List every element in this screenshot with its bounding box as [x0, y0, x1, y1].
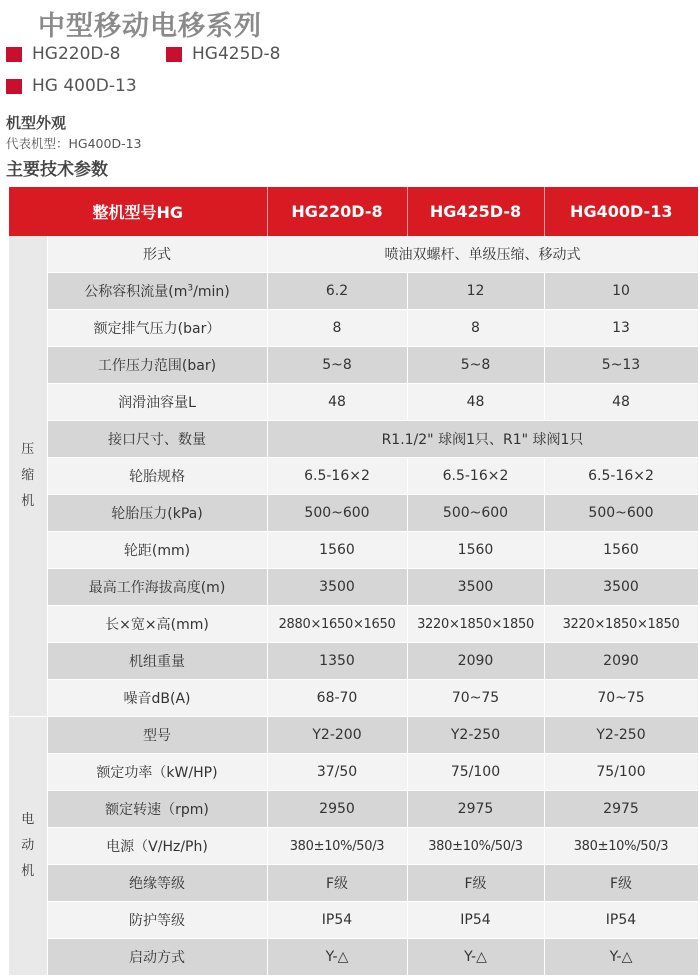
- cell: F级: [267, 865, 407, 902]
- cell: 2950: [267, 791, 407, 828]
- red-square-icon: [6, 47, 22, 62]
- row-label: 噪音dB(A): [47, 680, 267, 717]
- cell: 70~75: [407, 680, 544, 717]
- cell: 48: [407, 384, 544, 421]
- cell: Y2-250: [407, 717, 544, 754]
- cell: Y-△: [544, 939, 698, 976]
- table-row: [9, 569, 698, 606]
- cell: 2975: [407, 791, 544, 828]
- cell: 5~13: [544, 347, 698, 384]
- row-label: 启动方式: [47, 939, 267, 976]
- cell: 380±10%/50/3: [407, 828, 544, 865]
- table-row: [9, 902, 698, 939]
- cell: 1560: [544, 532, 698, 569]
- header-model: 整机型号HG: [9, 187, 267, 236]
- row-label: 形式: [47, 236, 267, 273]
- cell: 68-70: [267, 680, 407, 717]
- table-row: [9, 310, 698, 347]
- cell: 70~75: [544, 680, 698, 717]
- cell: 500~600: [544, 495, 698, 532]
- table-row: [9, 939, 698, 976]
- cell: 6.2: [267, 273, 407, 310]
- cell: 1560: [407, 532, 544, 569]
- row-label: 防护等级: [47, 902, 267, 939]
- row-label: 长×宽×高(mm): [47, 606, 267, 643]
- appearance-heading: 机型外观: [6, 114, 67, 132]
- red-square-icon: [166, 47, 182, 62]
- row-label: 额定功率（kW/HP): [47, 754, 267, 791]
- row-label: 最高工作海拔高度(m): [47, 569, 267, 606]
- cell: 37/50: [267, 754, 407, 791]
- cell: 48: [544, 384, 698, 421]
- cell: 48: [267, 384, 407, 421]
- table-row: [9, 717, 698, 754]
- row-label: 公称容积流量$(m^3/\min)$: [47, 273, 267, 310]
- table-row: [9, 643, 698, 680]
- page-title: 中型移动电移系列: [38, 11, 262, 42]
- cell: 500~600: [267, 495, 407, 532]
- cell: Y-△: [407, 939, 544, 976]
- cell: 3500: [267, 569, 407, 606]
- table-row: [9, 273, 698, 310]
- cell: 75/100: [407, 754, 544, 791]
- row-label: 接口尺寸、数量: [47, 421, 267, 458]
- cell: 13: [544, 310, 698, 347]
- model-item: [6, 76, 137, 96]
- table-row: [9, 606, 698, 643]
- table-row: [9, 458, 698, 495]
- table-header-row: [9, 187, 698, 236]
- row-label: 轮距(mm): [47, 532, 267, 569]
- cell: 380±10%/50/3: [544, 828, 698, 865]
- table-row: [9, 532, 698, 569]
- table-row: [9, 421, 698, 458]
- table-row: [9, 791, 698, 828]
- representative-model: 代表机型：HG400D-13: [6, 136, 142, 151]
- cell: 8: [267, 310, 407, 347]
- header-hg220: HG220D-8: [267, 187, 407, 236]
- cell: 5~8: [267, 347, 407, 384]
- cell: 3500: [407, 569, 544, 606]
- cell: 10: [544, 273, 698, 310]
- row-label: 工作压力范围(bar): [47, 347, 267, 384]
- cell: Y2-200: [267, 717, 407, 754]
- cell: 1560: [267, 532, 407, 569]
- row-label: 额定转速（rpm): [47, 791, 267, 828]
- cell: 500~600: [407, 495, 544, 532]
- model-label: HG425D-8: [192, 44, 281, 64]
- row-label: 机组重量: [47, 643, 267, 680]
- cell: F级: [407, 865, 544, 902]
- cell: 6.5-16×2: [544, 458, 698, 495]
- row-label: 绝缘等级: [47, 865, 267, 902]
- cell: F级: [544, 865, 698, 902]
- model-item: [166, 44, 280, 64]
- row-label: 额定排气压力(bar）: [47, 310, 267, 347]
- cell: 2090: [407, 643, 544, 680]
- cell: 2975: [544, 791, 698, 828]
- specs-heading: 主要技术参数: [6, 160, 108, 180]
- group-motor: 电 动 机: [9, 717, 47, 976]
- model-item: [6, 44, 120, 64]
- row-label: 润滑油容量L: [47, 384, 267, 421]
- row-label: 轮胎压力(kPa): [47, 495, 267, 532]
- row-value-span: R1.1/2" 球阀1只、R1" 球阀1只: [267, 421, 698, 458]
- row-label: 轮胎规格: [47, 458, 267, 495]
- cell: 380±10%/50/3: [267, 828, 407, 865]
- group-compressor: 压 缩 机: [9, 236, 47, 717]
- model-label: HG220D-8: [32, 44, 121, 64]
- cell: 2880×1650×1650: [267, 606, 407, 643]
- cell: 75/100: [544, 754, 698, 791]
- table-row: [9, 347, 698, 384]
- row-label: 型号: [47, 717, 267, 754]
- spec-table: [9, 187, 699, 976]
- cell: IP54: [544, 902, 698, 939]
- cell: 6.5-16×2: [267, 458, 407, 495]
- cell: Y2-250: [544, 717, 698, 754]
- table-row: [9, 495, 698, 532]
- cell: 5~8: [407, 347, 544, 384]
- cell: 3220×1850×1850: [544, 606, 698, 643]
- table-row: [9, 865, 698, 902]
- table-row: [9, 384, 698, 421]
- cell: Y-△: [267, 939, 407, 976]
- table-row: [9, 754, 698, 791]
- cell: IP54: [407, 902, 544, 939]
- cell: 6.5-16×2: [407, 458, 544, 495]
- red-square-icon: [6, 79, 22, 94]
- cell: IP54: [267, 902, 407, 939]
- cell: 1350: [267, 643, 407, 680]
- row-value-span: 喷油双螺杆、单级压缩、移动式: [267, 236, 698, 273]
- header-hg425: HG425D-8: [407, 187, 544, 236]
- row-label: 电源（V/Hz/Ph): [47, 828, 267, 865]
- header-hg400: HG400D-13: [544, 187, 698, 236]
- model-label: HG 400D-13: [32, 76, 137, 96]
- table-row: [9, 236, 698, 273]
- cell: 12: [407, 273, 544, 310]
- cell: 3500: [544, 569, 698, 606]
- table-row: [9, 680, 698, 717]
- cell: 8: [407, 310, 544, 347]
- cell: 2090: [544, 643, 698, 680]
- cell: 3220×1850×1850: [407, 606, 544, 643]
- table-row: [9, 828, 698, 865]
